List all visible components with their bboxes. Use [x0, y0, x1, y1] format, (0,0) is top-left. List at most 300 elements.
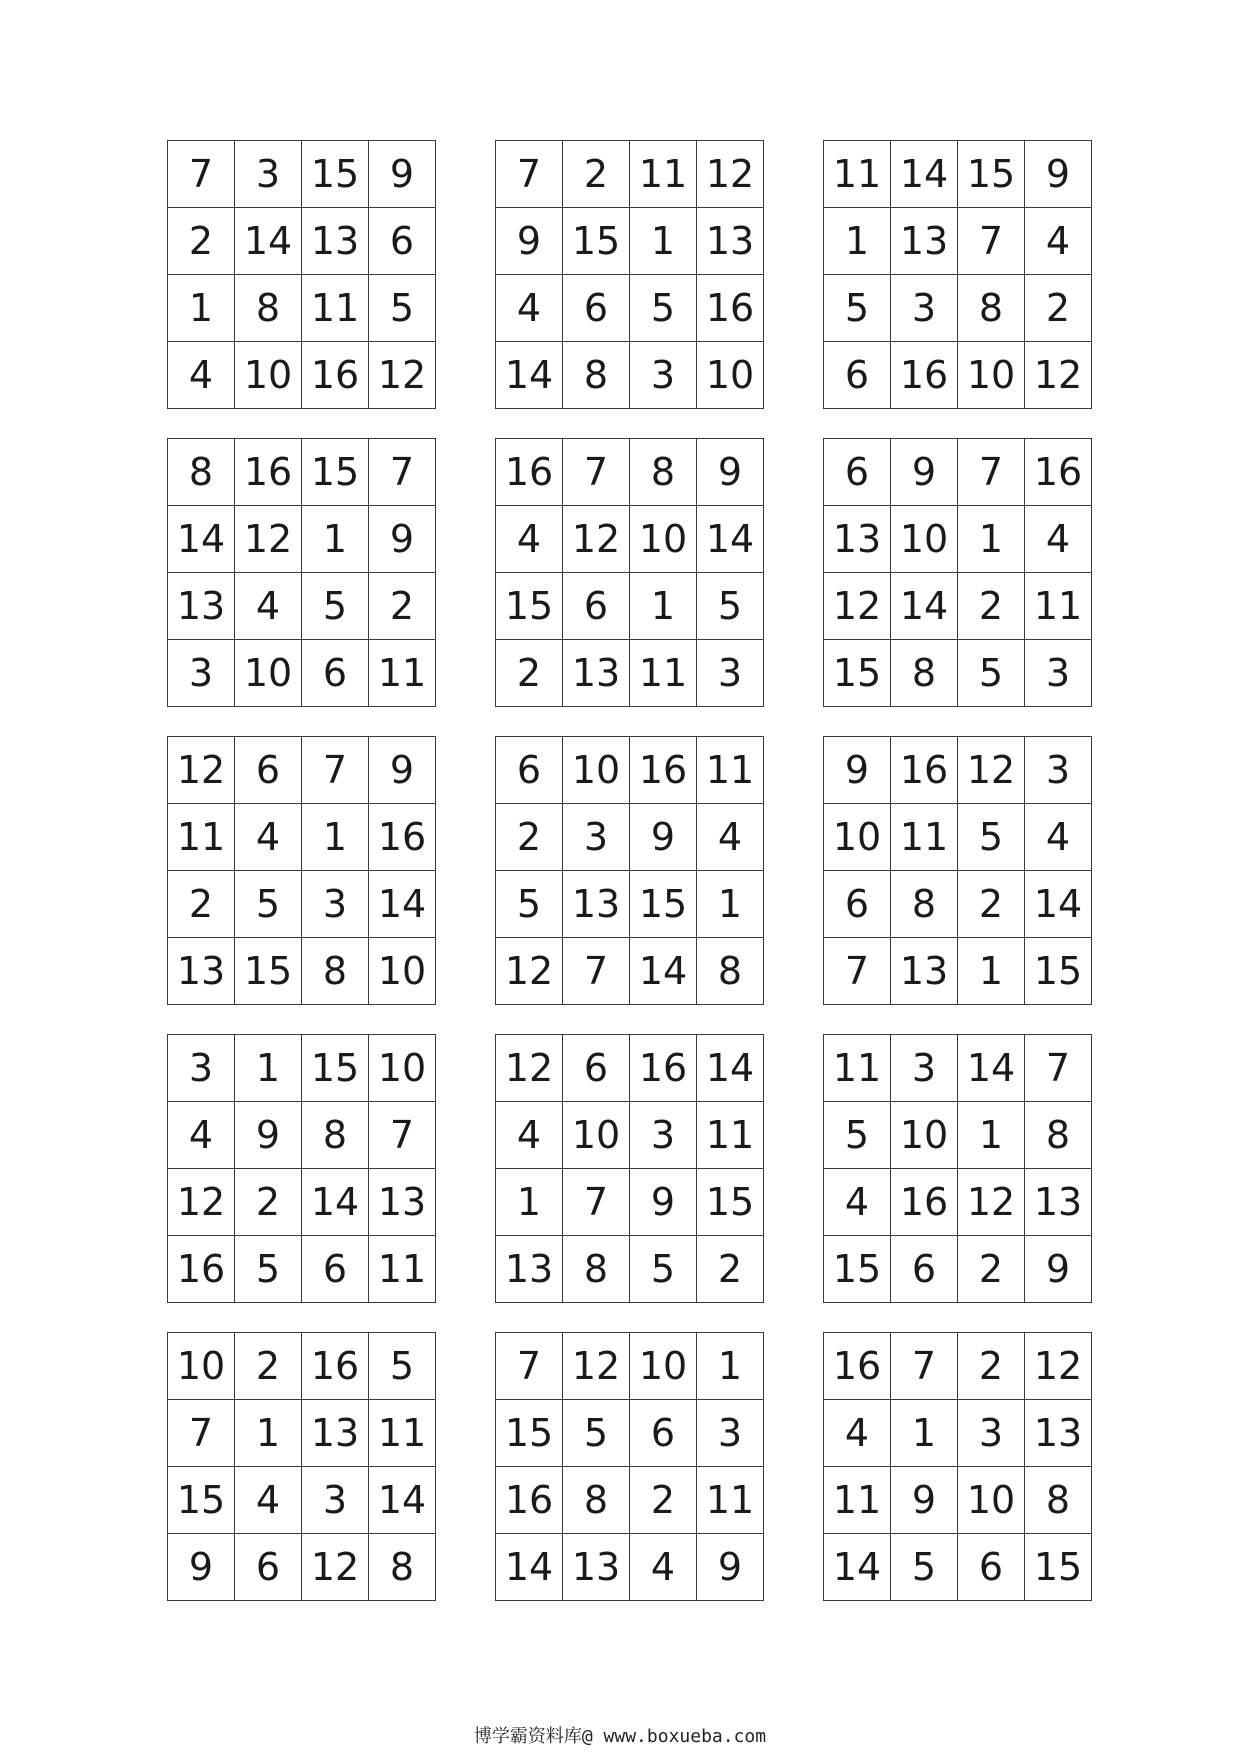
- grid-row: [496, 1236, 764, 1303]
- grid-cell: 12: [496, 938, 563, 1005]
- grid-cell: 3: [302, 871, 369, 938]
- grid-cell: 11: [824, 1035, 891, 1102]
- grid-cell: 11: [630, 141, 697, 208]
- grid-cell: 9: [1025, 141, 1092, 208]
- grid-cell: 11: [369, 1400, 436, 1467]
- grid-cell: 15: [824, 1236, 891, 1303]
- grid-cell: 7: [496, 141, 563, 208]
- grid-cell: 16: [235, 439, 302, 506]
- grid-cell: 11: [369, 640, 436, 707]
- grid-cell: 14: [891, 141, 958, 208]
- grid-cell: 16: [630, 1035, 697, 1102]
- grid-cell: 15: [302, 141, 369, 208]
- grid-cell: 16: [697, 275, 764, 342]
- grid-cell: 7: [302, 737, 369, 804]
- grid-cell: 14: [697, 1035, 764, 1102]
- grid-row: [496, 1467, 764, 1534]
- number-grid: [495, 736, 764, 1005]
- grid-row: [824, 141, 1092, 208]
- grid-cell: 10: [168, 1333, 235, 1400]
- grid-cell: 7: [563, 1169, 630, 1236]
- grid-cell: 15: [302, 1035, 369, 1102]
- grid-row: [496, 208, 764, 275]
- grid-cell: 15: [958, 141, 1025, 208]
- grid-row: [824, 342, 1092, 409]
- number-grid: [495, 438, 764, 707]
- grid-cell: 5: [697, 573, 764, 640]
- grid-row: [168, 871, 436, 938]
- grid-cell: 6: [235, 737, 302, 804]
- grid-row: [496, 1169, 764, 1236]
- number-grid: [823, 736, 1092, 1005]
- grid-row: [824, 1400, 1092, 1467]
- grid-cell: 12: [1025, 1333, 1092, 1400]
- grid-cell: 1: [958, 506, 1025, 573]
- grid-cell: 9: [630, 1169, 697, 1236]
- grid-cell: 3: [891, 1035, 958, 1102]
- grid-cell: 2: [697, 1236, 764, 1303]
- grid-cell: 13: [302, 208, 369, 275]
- grid-cell: 8: [369, 1534, 436, 1601]
- grid-cell: 13: [1025, 1169, 1092, 1236]
- grid-cell: 8: [563, 342, 630, 409]
- grid-cell: 15: [1025, 1534, 1092, 1601]
- grid-cell: 3: [891, 275, 958, 342]
- grid-cell: 14: [1025, 871, 1092, 938]
- grid-cell: 15: [235, 938, 302, 1005]
- grid-cell: 8: [630, 439, 697, 506]
- grid-row: [496, 1333, 764, 1400]
- grid-cell: 14: [958, 1035, 1025, 1102]
- number-grid: [823, 1332, 1092, 1601]
- grid-cell: 5: [630, 275, 697, 342]
- grid-row: [496, 439, 764, 506]
- grid-cell: 6: [958, 1534, 1025, 1601]
- grid-cell: 16: [168, 1236, 235, 1303]
- grid-row: [496, 871, 764, 938]
- grid-row: [824, 1333, 1092, 1400]
- grid-cell: 16: [891, 342, 958, 409]
- grid-cell: 12: [369, 342, 436, 409]
- grid-cell: 6: [235, 1534, 302, 1601]
- grid-cell: 1: [496, 1169, 563, 1236]
- grid-cell: 2: [496, 640, 563, 707]
- grid-cell: 5: [958, 640, 1025, 707]
- grid-cell: 5: [958, 804, 1025, 871]
- grid-cell: 1: [697, 1333, 764, 1400]
- grid-cell: 2: [496, 804, 563, 871]
- grid-cell: 2: [630, 1467, 697, 1534]
- grid-row: [824, 1467, 1092, 1534]
- grid-row: [168, 1333, 436, 1400]
- grid-cell: 10: [630, 506, 697, 573]
- grid-cell: 16: [496, 439, 563, 506]
- grid-cell: 3: [697, 1400, 764, 1467]
- grid-cell: 13: [168, 573, 235, 640]
- grid-cell: 5: [630, 1236, 697, 1303]
- grid-cell: 12: [496, 1035, 563, 1102]
- grid-row: [168, 1102, 436, 1169]
- grid-cell: 11: [824, 1467, 891, 1534]
- grid-cell: 3: [168, 640, 235, 707]
- grid-cell: 1: [235, 1035, 302, 1102]
- grid-row: [496, 640, 764, 707]
- grid-cell: 13: [563, 640, 630, 707]
- grid-cell: 9: [891, 1467, 958, 1534]
- grid-cell: 10: [697, 342, 764, 409]
- grid-cell: 1: [958, 1102, 1025, 1169]
- grid-cell: 13: [563, 1534, 630, 1601]
- grid-cell: 7: [958, 439, 1025, 506]
- grid-cell: 16: [891, 1169, 958, 1236]
- grid-cell: 15: [1025, 938, 1092, 1005]
- grid-row: [496, 275, 764, 342]
- grid-cell: 6: [563, 275, 630, 342]
- grid-cell: 14: [630, 938, 697, 1005]
- grid-cell: 9: [697, 1534, 764, 1601]
- grid-cell: 3: [958, 1400, 1025, 1467]
- grid-cell: 7: [369, 439, 436, 506]
- grid-cell: 13: [302, 1400, 369, 1467]
- grid-row: [496, 1534, 764, 1601]
- grid-row: [168, 1467, 436, 1534]
- number-grid: [167, 438, 436, 707]
- grid-cell: 2: [168, 871, 235, 938]
- grid-cell: 4: [496, 506, 563, 573]
- grid-row: [496, 737, 764, 804]
- grid-row: [168, 1236, 436, 1303]
- grid-cell: 11: [369, 1236, 436, 1303]
- grid-cell: 12: [168, 1169, 235, 1236]
- grid-cell: 3: [563, 804, 630, 871]
- grid-cell: 2: [958, 871, 1025, 938]
- grid-cell: 14: [369, 871, 436, 938]
- grid-row: [496, 141, 764, 208]
- grid-cell: 5: [302, 573, 369, 640]
- grid-cell: 5: [235, 871, 302, 938]
- grid-cell: 11: [697, 1467, 764, 1534]
- grid-row: [168, 804, 436, 871]
- grid-row: [824, 1534, 1092, 1601]
- grid-cell: 7: [563, 439, 630, 506]
- grid-cell: 6: [824, 871, 891, 938]
- grid-cell: 4: [168, 342, 235, 409]
- grid-cell: 16: [302, 342, 369, 409]
- grid-cell: 7: [563, 938, 630, 1005]
- grid-cell: 12: [697, 141, 764, 208]
- grid-cell: 7: [958, 208, 1025, 275]
- grid-row: [168, 1400, 436, 1467]
- number-grid: [167, 736, 436, 1005]
- grid-cell: 10: [563, 737, 630, 804]
- grid-cell: 9: [891, 439, 958, 506]
- grid-row: [496, 938, 764, 1005]
- grid-cell: 16: [496, 1467, 563, 1534]
- grid-cell: 13: [697, 208, 764, 275]
- grid-cell: 1: [630, 573, 697, 640]
- grid-row: [168, 640, 436, 707]
- grid-row: [824, 1035, 1092, 1102]
- grid-cell: 5: [824, 275, 891, 342]
- grid-cell: 11: [630, 640, 697, 707]
- grid-cell: 11: [824, 141, 891, 208]
- grid-cell: 12: [302, 1534, 369, 1601]
- grid-cell: 11: [302, 275, 369, 342]
- grid-cell: 2: [235, 1333, 302, 1400]
- grid-row: [168, 737, 436, 804]
- grid-row: [496, 804, 764, 871]
- grid-cell: 7: [1025, 1035, 1092, 1102]
- grid-row: [824, 938, 1092, 1005]
- grid-row: [824, 506, 1092, 573]
- grid-cell: 10: [958, 342, 1025, 409]
- grid-cell: 12: [958, 1169, 1025, 1236]
- grid-cell: 4: [1025, 804, 1092, 871]
- number-grid: [823, 438, 1092, 707]
- number-grid: [495, 140, 764, 409]
- grid-cell: 9: [496, 208, 563, 275]
- grid-cell: 13: [1025, 1400, 1092, 1467]
- grid-cell: 15: [168, 1467, 235, 1534]
- grid-cell: 8: [891, 871, 958, 938]
- grid-cell: 1: [235, 1400, 302, 1467]
- grid-cell: 2: [235, 1169, 302, 1236]
- number-grid: [495, 1034, 764, 1303]
- grid-cell: 5: [235, 1236, 302, 1303]
- grid-cell: 8: [958, 275, 1025, 342]
- grid-cell: 12: [563, 1333, 630, 1400]
- grid-row: [496, 342, 764, 409]
- number-grid: [823, 140, 1092, 409]
- grid-cell: 13: [891, 938, 958, 1005]
- grid-cell: 4: [1025, 208, 1092, 275]
- grid-cell: 3: [697, 640, 764, 707]
- grid-cell: 14: [891, 573, 958, 640]
- grid-cell: 6: [630, 1400, 697, 1467]
- grid-cell: 4: [824, 1169, 891, 1236]
- grid-row: [168, 439, 436, 506]
- grid-cell: 1: [302, 506, 369, 573]
- grid-cell: 7: [168, 1400, 235, 1467]
- grid-cell: 2: [958, 1333, 1025, 1400]
- grid-cell: 12: [168, 737, 235, 804]
- grid-cell: 12: [958, 737, 1025, 804]
- grid-row: [168, 1169, 436, 1236]
- grid-cell: 14: [496, 1534, 563, 1601]
- grid-cell: 14: [697, 506, 764, 573]
- grid-cell: 16: [1025, 439, 1092, 506]
- grid-cell: 8: [891, 640, 958, 707]
- grid-cell: 6: [824, 342, 891, 409]
- grid-row: [824, 1102, 1092, 1169]
- grid-cell: 7: [891, 1333, 958, 1400]
- grid-cell: 11: [168, 804, 235, 871]
- grid-cell: 8: [168, 439, 235, 506]
- grid-cell: 7: [369, 1102, 436, 1169]
- grid-cell: 13: [369, 1169, 436, 1236]
- grid-cell: 6: [369, 208, 436, 275]
- grid-cell: 16: [369, 804, 436, 871]
- grid-cell: 12: [235, 506, 302, 573]
- grid-cell: 10: [891, 506, 958, 573]
- grid-cell: 1: [168, 275, 235, 342]
- grid-cell: 11: [1025, 573, 1092, 640]
- grid-cell: 15: [496, 1400, 563, 1467]
- grid-row: [824, 1169, 1092, 1236]
- grid-row: [824, 573, 1092, 640]
- grid-cell: 15: [563, 208, 630, 275]
- grid-cell: 2: [168, 208, 235, 275]
- grid-cell: 11: [891, 804, 958, 871]
- grid-row: [496, 1400, 764, 1467]
- grid-cell: 16: [630, 737, 697, 804]
- grid-cell: 14: [168, 506, 235, 573]
- grid-row: [168, 1534, 436, 1601]
- number-grid: [167, 1332, 436, 1601]
- grid-row: [824, 804, 1092, 871]
- grid-cell: 7: [168, 141, 235, 208]
- grid-cell: 2: [369, 573, 436, 640]
- grid-cell: 5: [891, 1534, 958, 1601]
- grid-row: [168, 342, 436, 409]
- grid-row: [496, 573, 764, 640]
- grid-cell: 12: [1025, 342, 1092, 409]
- grid-cell: 6: [496, 737, 563, 804]
- grid-cell: 14: [496, 342, 563, 409]
- grid-cell: 4: [824, 1400, 891, 1467]
- grid-cell: 4: [496, 1102, 563, 1169]
- footer-watermark: 博学霸资料库@ www.boxueba.com: [473, 1726, 767, 1747]
- grid-cell: 3: [1025, 737, 1092, 804]
- grid-cell: 5: [369, 275, 436, 342]
- grid-cell: 15: [824, 640, 891, 707]
- grid-cell: 15: [697, 1169, 764, 1236]
- grid-cell: 9: [630, 804, 697, 871]
- grid-cell: 11: [697, 1102, 764, 1169]
- grid-cell: 5: [563, 1400, 630, 1467]
- grid-cell: 14: [235, 208, 302, 275]
- grid-cell: 4: [697, 804, 764, 871]
- grid-row: [824, 737, 1092, 804]
- grid-row: [168, 506, 436, 573]
- grid-cell: 8: [302, 938, 369, 1005]
- grid-cell: 8: [235, 275, 302, 342]
- grid-row: [496, 1102, 764, 1169]
- grid-cell: 4: [235, 573, 302, 640]
- grid-row: [824, 871, 1092, 938]
- grid-cell: 10: [630, 1333, 697, 1400]
- grid-cell: 1: [697, 871, 764, 938]
- grid-cell: 3: [630, 342, 697, 409]
- grid-row: [496, 506, 764, 573]
- grid-cell: 3: [302, 1467, 369, 1534]
- grid-cell: 5: [496, 871, 563, 938]
- grid-cell: 10: [891, 1102, 958, 1169]
- grid-cell: 3: [1025, 640, 1092, 707]
- grid-row: [824, 1236, 1092, 1303]
- grid-cell: 3: [168, 1035, 235, 1102]
- grid-cell: 9: [369, 737, 436, 804]
- grid-cell: 1: [958, 938, 1025, 1005]
- grid-cell: 9: [1025, 1236, 1092, 1303]
- grid-cell: 6: [302, 640, 369, 707]
- grid-row: [824, 439, 1092, 506]
- grid-cell: 9: [168, 1534, 235, 1601]
- grid-cell: 4: [1025, 506, 1092, 573]
- grid-cell: 8: [1025, 1102, 1092, 1169]
- grid-cell: 3: [235, 141, 302, 208]
- grid-cell: 9: [697, 439, 764, 506]
- grid-cell: 13: [891, 208, 958, 275]
- grid-cell: 16: [302, 1333, 369, 1400]
- grid-cell: 10: [824, 804, 891, 871]
- grid-cell: 10: [369, 1035, 436, 1102]
- grid-cell: 2: [1025, 275, 1092, 342]
- grid-cell: 9: [824, 737, 891, 804]
- grid-cell: 2: [958, 573, 1025, 640]
- grid-cell: 13: [496, 1236, 563, 1303]
- grid-cell: 6: [891, 1236, 958, 1303]
- grid-cell: 6: [824, 439, 891, 506]
- grid-row: [824, 208, 1092, 275]
- number-grid: [167, 140, 436, 409]
- grid-row: [824, 275, 1092, 342]
- grid-row: [168, 275, 436, 342]
- grid-cell: 5: [824, 1102, 891, 1169]
- grid-cell: 13: [563, 871, 630, 938]
- grid-cell: 8: [563, 1236, 630, 1303]
- grid-cell: 1: [824, 208, 891, 275]
- grid-cell: 4: [235, 1467, 302, 1534]
- grid-cell: 5: [369, 1333, 436, 1400]
- grid-cell: 11: [697, 737, 764, 804]
- grid-cell: 13: [824, 506, 891, 573]
- grid-cell: 10: [235, 640, 302, 707]
- grid-cell: 6: [302, 1236, 369, 1303]
- number-grid: [823, 1034, 1092, 1303]
- grid-cell: 14: [302, 1169, 369, 1236]
- grid-cell: 10: [958, 1467, 1025, 1534]
- grid-row: [168, 208, 436, 275]
- grid-cell: 2: [563, 141, 630, 208]
- grid-cell: 12: [824, 573, 891, 640]
- grid-cell: 16: [891, 737, 958, 804]
- grid-cell: 10: [369, 938, 436, 1005]
- number-grid: [167, 1034, 436, 1303]
- grid-row: [168, 938, 436, 1005]
- grid-row: [168, 573, 436, 640]
- grid-cell: 9: [235, 1102, 302, 1169]
- grid-cell: 14: [824, 1534, 891, 1601]
- grid-row: [496, 1035, 764, 1102]
- grid-cell: 12: [563, 506, 630, 573]
- grid-row: [168, 141, 436, 208]
- grid-cell: 4: [496, 275, 563, 342]
- grid-row: [824, 640, 1092, 707]
- grid-cell: 10: [563, 1102, 630, 1169]
- grid-cell: 1: [302, 804, 369, 871]
- grid-cell: 15: [630, 871, 697, 938]
- number-grid: [495, 1332, 764, 1601]
- grid-cell: 1: [630, 208, 697, 275]
- grid-cell: 8: [563, 1467, 630, 1534]
- grid-cell: 2: [958, 1236, 1025, 1303]
- grid-cell: 4: [235, 804, 302, 871]
- grid-cell: 16: [824, 1333, 891, 1400]
- grid-cell: 4: [630, 1534, 697, 1601]
- grid-cell: 7: [496, 1333, 563, 1400]
- grid-cell: 7: [824, 938, 891, 1005]
